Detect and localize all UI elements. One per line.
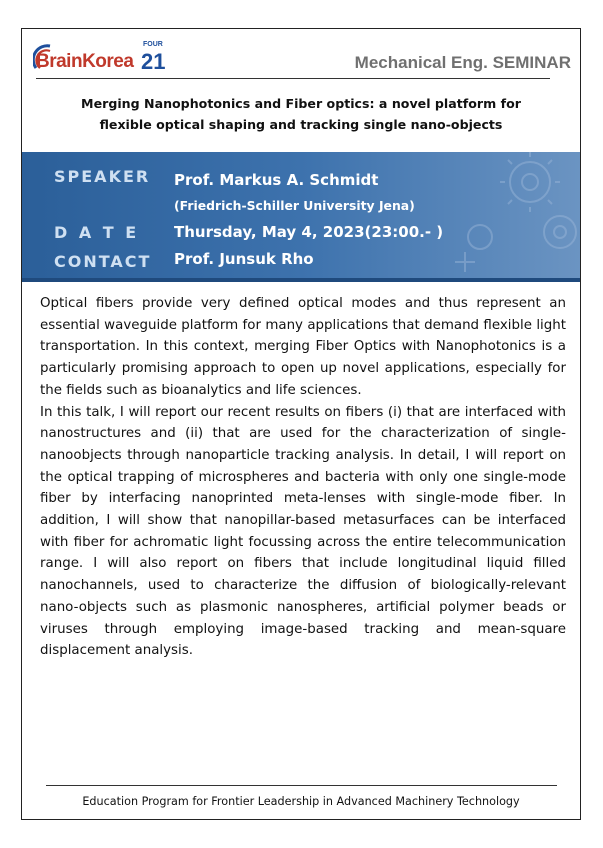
footer-text: Education Program for Frontier Leadership in Advanced Machinery Technology bbox=[82, 795, 520, 808]
logo-number-text: 21 bbox=[141, 49, 166, 74]
logo-brand-text: BrainKorea bbox=[36, 51, 134, 72]
abstract-paragraph-1: Optical fibers provide very defined optical modes and thus represent an essential waveguide platform for many applications that demand flexible light transportation. In this context, merging Fiber Optics with Nanophotonics is a particularly promising approach to open up novel applications, especially for the fields such as bioanalytics and life sciences. bbox=[40, 296, 566, 398]
contact-label: CONTACT bbox=[54, 252, 152, 271]
speaker-label: SPEAKER bbox=[54, 167, 151, 186]
title-line-2: flexible optical shaping and tracking single nano-objects bbox=[99, 117, 503, 132]
date-value: Thursday, May 4, 2023(23:00.- ) bbox=[174, 223, 444, 241]
footer-divider bbox=[46, 785, 557, 786]
logo-tag-text: FOUR bbox=[143, 41, 163, 48]
speaker-name: Prof. Markus A. Schmidt bbox=[174, 171, 379, 189]
date-label: D A T E bbox=[54, 223, 140, 242]
contact-value: Prof. Junsuk Rho bbox=[174, 250, 314, 268]
speaker-affiliation: (Friedrich-Schiller University Jena) bbox=[174, 198, 415, 213]
band-bottom-stripe bbox=[22, 278, 580, 282]
header-divider bbox=[36, 78, 550, 79]
seminar-title bbox=[40, 93, 562, 135]
abstract-paragraph-2: In this talk, I will report our recent results on fibers (i) that are interfaced with nanostructures and (ii) that are used for the characterization of single-nanoobjects through nanoparticle tracking analysis. In detail, I will report on the optical trapping of microspheres and bacteria with only one single-mode fiber by interfacing nanoprinted meta-lenses with single-mode fiber. In addition, I will show that nanopillar-based metasurfaces can be interfaced with fiber for achromatic light focussing across the entire telecommunication range. I will also report on fibers that include longitudinal liquid filled nanochannels, used to characterize the diffusion of biologically-relevant nano-objects such as plasmonic nanospheres, artificial polymer beads or viruses through employing image-based tracking and mean-square displacement analysis. bbox=[40, 404, 566, 659]
abstract bbox=[40, 293, 566, 662]
title-line-1: Merging Nanophotonics and Fiber optics: a novel platform for bbox=[81, 96, 521, 111]
seminar-label: Mechanical Eng. SEMINAR bbox=[354, 53, 571, 72]
gear-decoration-icon bbox=[410, 152, 580, 282]
